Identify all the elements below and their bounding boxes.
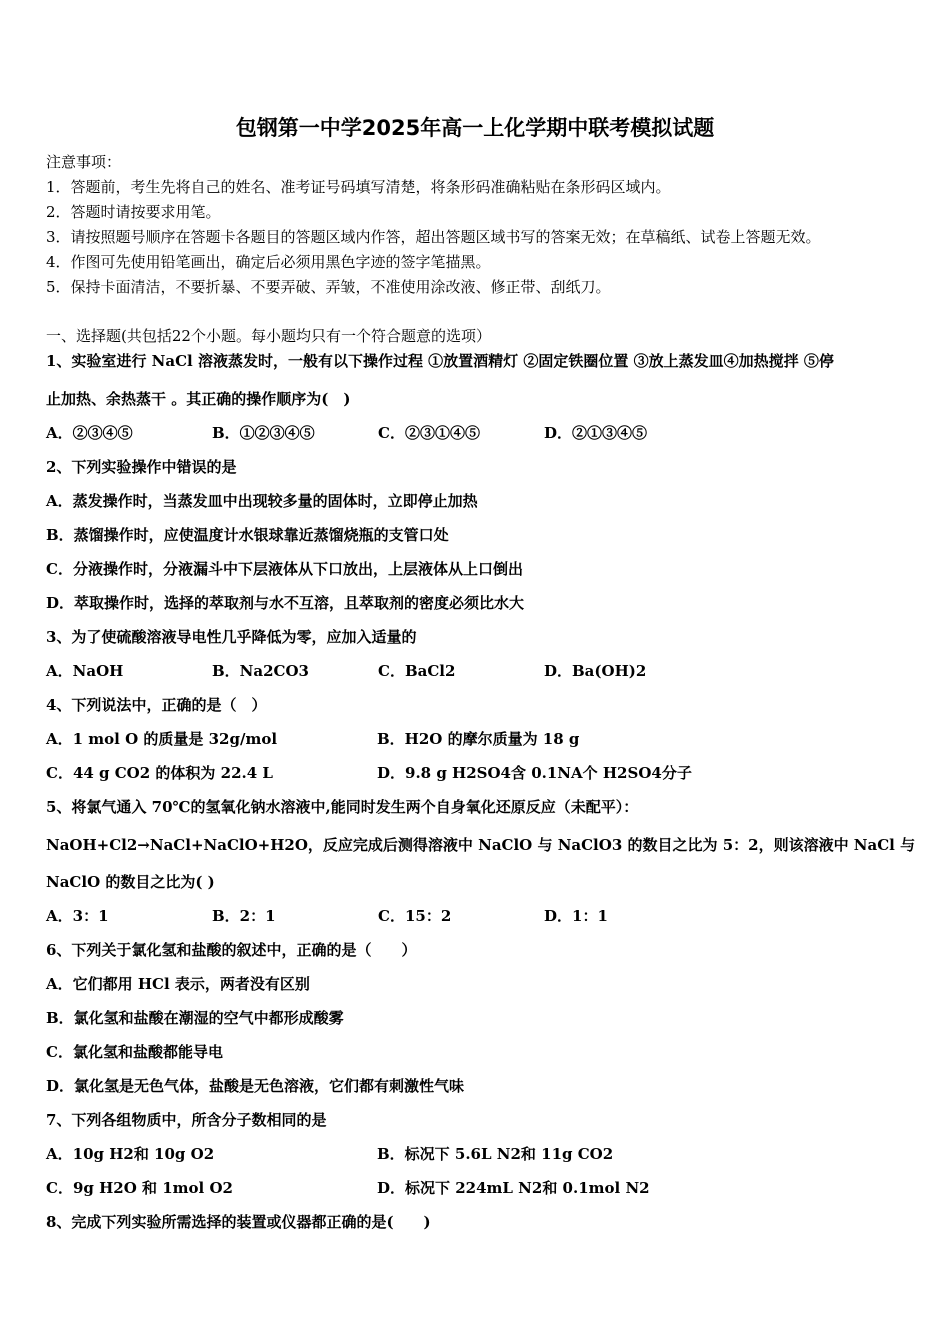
option-d: D．1：1 xyxy=(544,907,608,925)
question-3-options xyxy=(46,662,906,680)
question-5-stem-continued: NaClO 的数目之比为( ) xyxy=(46,873,215,891)
question-1-stem: 1、实验室进行 NaCl 溶液蒸发时，一般有以下操作过程 ①放置酒精灯 ②固定铁圈位置 ③放上蒸发皿④加热搅拌 ⑤停 xyxy=(46,352,834,370)
option-d: D．Ba(OH)2 xyxy=(544,662,647,680)
question-5-stem: 5、将氯气通入 70℃的氢氧化钠水溶液中,能同时发生两个自身氧化还原反应（未配平）： xyxy=(46,798,639,816)
option-a: A．②③④⑤ xyxy=(46,424,133,442)
question-1-stem-continued: 止加热、余热蒸干 。其正确的操作顺序为( ) xyxy=(46,390,351,408)
option-d: D．萃取操作时，选择的萃取剂与水不互溶，且萃取剂的密度必须比水大 xyxy=(46,594,525,612)
question-2-stem: 2、下列实验操作中错误的是 xyxy=(46,458,237,476)
notice-item: 1．答题前，考生先将自己的姓名、准考证号码填写清楚，将条形码准确粘贴在条形码区域内。 xyxy=(46,178,671,196)
option-b: B．Na2CO3 xyxy=(212,662,309,680)
option-c: C．15：2 xyxy=(378,907,452,925)
question-4-options-row-1 xyxy=(46,730,906,748)
option-b: B．蒸馏操作时，应使温度计水银球靠近蒸馏烧瓶的支管口处 xyxy=(46,526,449,544)
question-5-equation: NaOH+Cl2→NaCl+NaClO+H2O，反应完成后测得溶液中 NaClO 与 NaClO3 的数目之比为 5：2，则该溶液中 NaCl 与 xyxy=(46,836,916,854)
question-6-stem: 6、下列关于氯化氢和盐酸的叙述中，正确的是（ ） xyxy=(46,941,417,959)
option-d: D．氯化氢是无色气体，盐酸是无色溶液，它们都有刺激性气味 xyxy=(46,1077,465,1095)
question-7-options-row-1 xyxy=(46,1145,906,1163)
notice-heading: 注意事项： xyxy=(46,153,122,171)
notice-item: 2．答题时请按要求用笔。 xyxy=(46,203,221,221)
option-a: A．3：1 xyxy=(46,907,109,925)
notice-item: 3．请按照题号顺序在答题卡各题目的答题区域内作答，超出答题区域书写的答案无效；在草稿纸、试卷上答题无效。 xyxy=(46,228,821,246)
question-1-options xyxy=(46,424,906,442)
option-c: C．44 g CO2 的体积为 22.4 L xyxy=(46,764,273,782)
option-d: D．9.8 g H2SO4含 0.1NA个 H2SO4分子 xyxy=(377,764,692,782)
option-a: A．NaOH xyxy=(46,662,124,680)
option-c: C．BaCl2 xyxy=(378,662,456,680)
option-d: D．标况下 224mL N2和 0.1mol N2 xyxy=(377,1179,650,1197)
option-b: B．2：1 xyxy=(212,907,276,925)
option-a: A．1 mol O 的质量是 32g/mol xyxy=(46,730,278,748)
notice-item: 5．保持卡面清洁，不要折暴、不要弄破、弄皱，不准使用涂改液、修正带、刮纸刀。 xyxy=(46,278,611,296)
option-b: B．氯化氢和盐酸在潮湿的空气中都形成酸雾 xyxy=(46,1009,344,1027)
option-a: A．蒸发操作时，当蒸发皿中出现较多量的固体时，立即停止加热 xyxy=(46,492,478,510)
question-7-options-row-2 xyxy=(46,1179,906,1197)
option-c: C．氯化氢和盐酸都能导电 xyxy=(46,1043,223,1061)
option-c: C．分液操作时，分液漏斗中下层液体从下口放出，上层液体从上口倒出 xyxy=(46,560,523,578)
option-b: B．①②③④⑤ xyxy=(212,424,315,442)
question-3-stem: 3、为了使硫酸溶液导电性几乎降低为零，应加入适量的 xyxy=(46,628,417,646)
question-4-stem: 4、下列说法中，正确的是（ ） xyxy=(46,696,267,714)
section-heading: 一、选择题(共包括22个小题。每小题均只有一个符合题意的选项） xyxy=(46,327,491,345)
option-b: B．标况下 5.6L N2和 11g CO2 xyxy=(377,1145,614,1163)
option-a: A．10g H2和 10g O2 xyxy=(46,1145,215,1163)
option-c: C．9g H2O 和 1mol O2 xyxy=(46,1179,233,1197)
option-a: A．它们都用 HCl 表示，两者没有区别 xyxy=(46,975,310,993)
option-d: D．②①③④⑤ xyxy=(544,424,648,442)
question-8-stem: 8、完成下列实验所需选择的装置或仪器都正确的是( ) xyxy=(46,1213,431,1231)
question-7-stem: 7、下列各组物质中，所含分子数相同的是 xyxy=(46,1111,327,1129)
question-4-options-row-2 xyxy=(46,764,906,782)
option-b: B．H2O 的摩尔质量为 18 g xyxy=(377,730,580,748)
notice-item: 4．作图可先使用铅笔画出，确定后必须用黑色字迹的签字笔描黑。 xyxy=(46,253,491,271)
question-5-options xyxy=(46,907,906,925)
page-title: 包钢第一中学2025年高一上化学期中联考模拟试题 xyxy=(235,116,715,140)
option-c: C．②③①④⑤ xyxy=(378,424,480,442)
